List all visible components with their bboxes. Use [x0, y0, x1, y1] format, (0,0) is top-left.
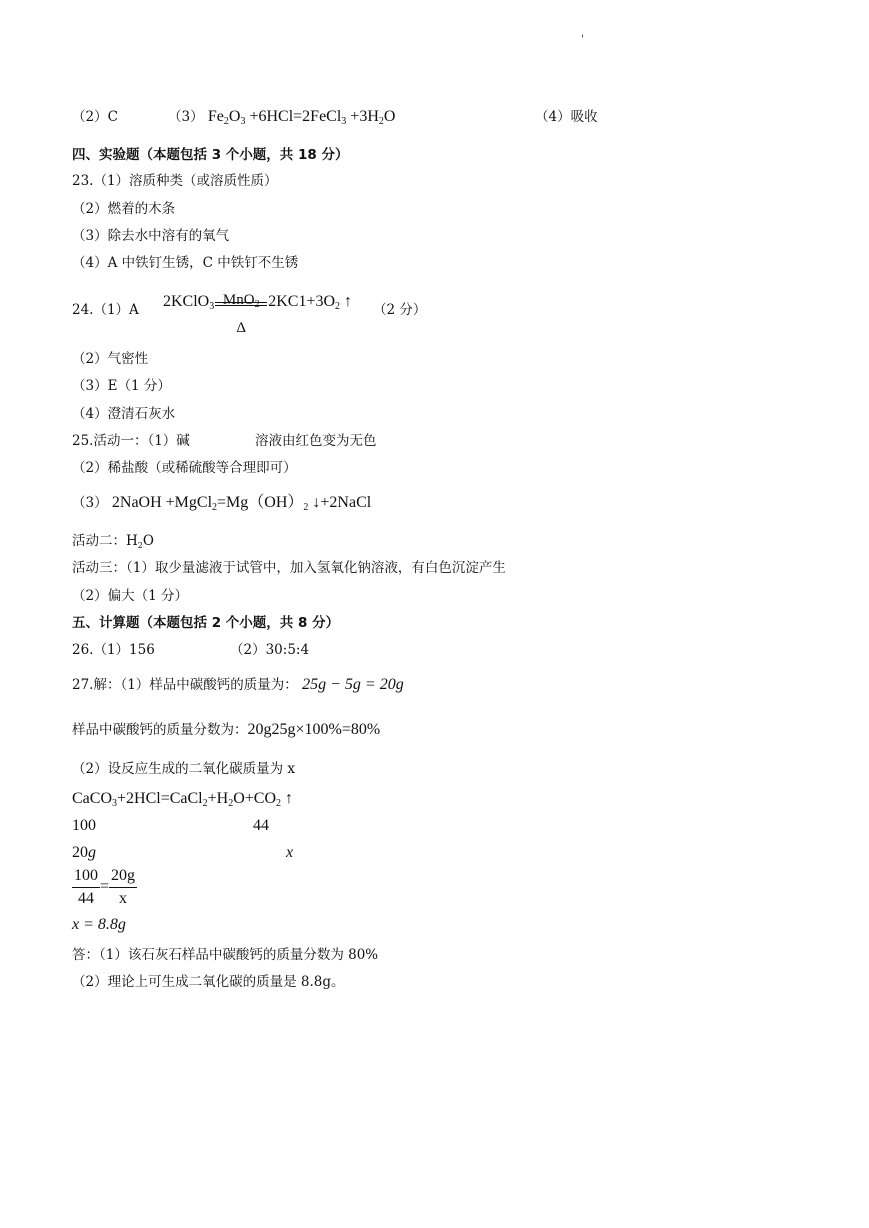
- caco3-mass-calc: 25g − 5g = 20g: [302, 676, 404, 693]
- q25-activity3-2: （2）偏大（1 分）: [72, 588, 188, 604]
- molar-mass-co2: 44: [253, 817, 269, 834]
- answer-2: （2）理论上可生成二氧化碳的质量是 8.8g。: [72, 974, 345, 990]
- section-4-heading: 四、实验题（本题包括 3 个小题，共 18 分）: [72, 147, 349, 163]
- fe2o3-hcl-equation: $Fe_2O_3$ +6HCl=2FeCl$_3$ $+3H_2O$: [207, 108, 396, 127]
- answer-1: 答：（1）该石灰石样品中碳酸钙的质量分数为 80%: [72, 947, 379, 963]
- q23-2: （2）燃着的木条: [72, 201, 176, 217]
- section-5-heading: 五、计算题（本题包括 2 个小题，共 8 分）: [72, 615, 340, 631]
- reaction-condition: MnO$_2$ Δ: [215, 282, 267, 322]
- q24-2: （2）气密性: [72, 351, 149, 367]
- caco3-hcl-equation: $CaCO_3+2HCl=CaCl_2+H_2O+CO_2$ ↑: [72, 790, 293, 809]
- q22-3-label: （3）: [168, 109, 204, 125]
- q27-1: 27.解：（1）样品中碳酸钙的质量为： 25g − 5g = 20g: [72, 676, 404, 693]
- mass-caco3: 20g: [72, 844, 96, 861]
- q23-4: （4）A 中铁钉生锈，C 中铁钉不生锈: [72, 255, 299, 271]
- q22-answers-line: [72, 108, 118, 126]
- q24-1-points: （2 分）: [373, 302, 427, 318]
- molar-mass-caco3: 100: [72, 817, 96, 834]
- right-fraction: $\frac{20g}{x}$: [111, 867, 136, 907]
- q22-4: （4）吸收: [535, 109, 598, 125]
- q25-activity1-1-phenomenon: 溶液由红色变为无色: [255, 433, 377, 449]
- co2-up-arrow: ↑: [285, 790, 293, 807]
- precipitate-down-arrow: ↓: [312, 494, 321, 511]
- q24-1-label: 24.（1）A: [72, 302, 139, 318]
- q25-activity1-3: （3） 2NaOH $+MgCl_2=Mg(OH)_2$ ↓+2NaCl: [72, 494, 372, 513]
- kclo3-decomposition-equation: 2KClO$_3$ MnO$_2$ Δ $2KC1+3O_2$ ↑: [163, 282, 352, 322]
- q26-2: （2）30:5:4: [230, 642, 310, 658]
- q22-3: [168, 108, 395, 126]
- gas-up-arrow: ↑: [344, 293, 353, 310]
- naoh-mgcl2-equation: 2NaOH $+MgCl_2=Mg(OH)_2$ ↓+2NaCl: [111, 494, 372, 513]
- q25-activity1-2: （2）稀盐酸（或稀硫酸等合理即可）: [72, 460, 297, 476]
- q25-activity3-1: 活动三：（1）取少量滤液于试管中，加入氢氧化钠溶液，有白色沉淀产生: [72, 560, 506, 576]
- q24-4: （4）澄清石灰水: [72, 406, 176, 422]
- q23-3: （3）除去水中溶有的氧气: [72, 228, 230, 244]
- q22-2: （2）C: [72, 109, 118, 125]
- left-fraction: $\frac{100}{44}$: [74, 867, 98, 907]
- page-mark: ': [581, 34, 584, 45]
- q27-2: （2）设反应生成的二氧化碳质量为 x: [72, 761, 295, 777]
- q23-1: 23.（1）溶质种类（或溶质性质）: [72, 173, 278, 189]
- mass-co2-unknown: x: [286, 844, 294, 861]
- q27-mass-fraction: 样品中碳酸钙的质量分数为：20g25g×100%=80%: [72, 721, 381, 738]
- proportion-equation: $\frac{100}{44}$ = $\frac{20g}{x}$: [72, 865, 137, 910]
- q25-activity2: 活动二：$H_2O$: [72, 533, 154, 550]
- q26-1: 26.（1）156: [72, 642, 155, 658]
- q24-3: （3）E（1 分）: [72, 378, 171, 394]
- result-x: x = 8.8g: [72, 916, 126, 933]
- q25-activity1-1: 25.活动一：（1）碱: [72, 433, 190, 449]
- mass-fraction-value: 20g25g×100%=80%: [247, 721, 381, 738]
